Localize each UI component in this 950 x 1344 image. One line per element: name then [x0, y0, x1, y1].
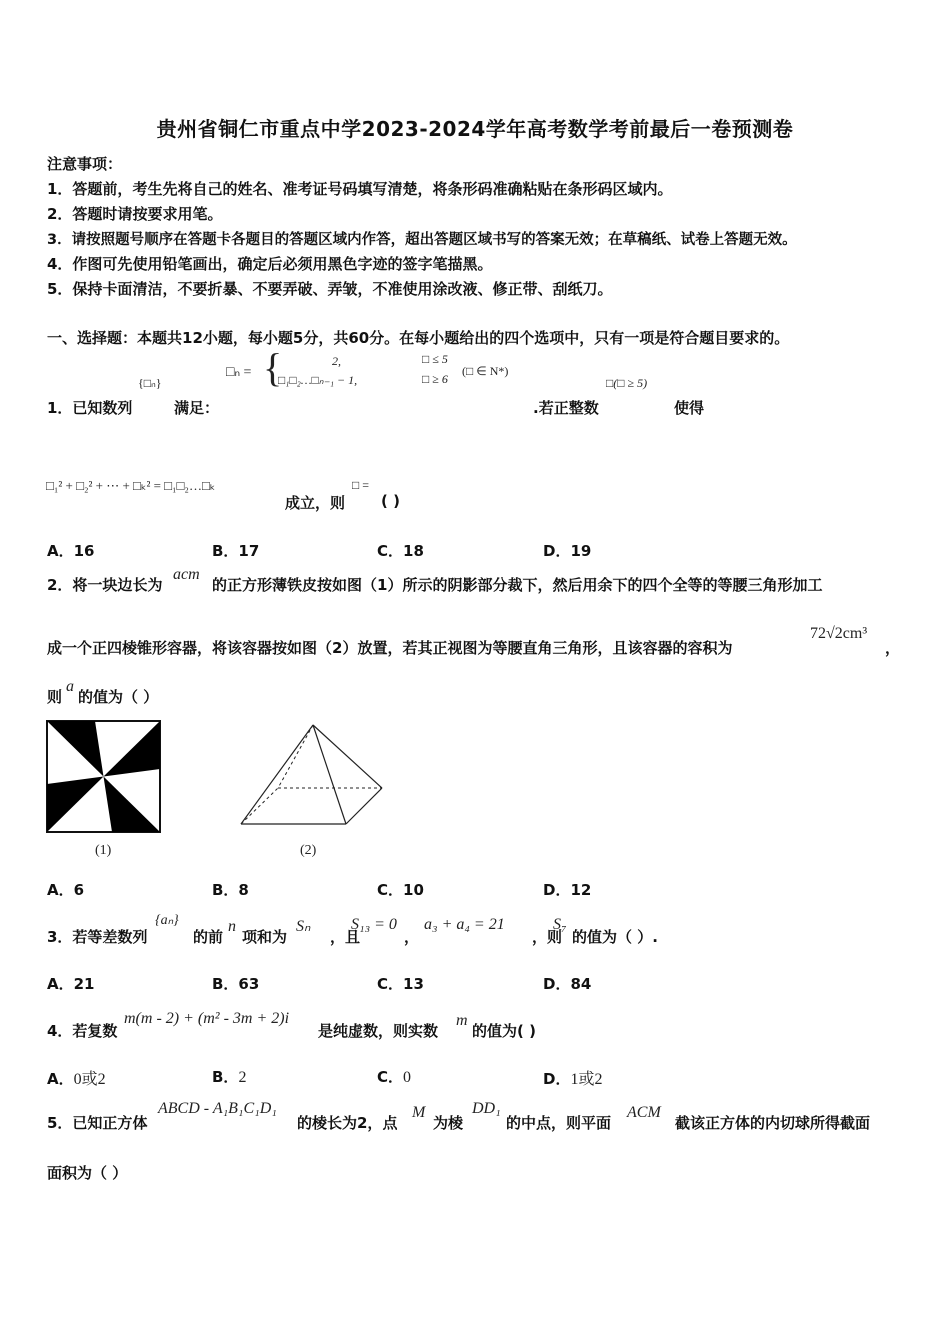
q1-math-equation: □₁² + □₂² + ⋯ + □ₖ² = □₁□₂…□ₖ [46, 478, 216, 493]
q2-option-b[interactable]: B．8 [212, 881, 249, 899]
q3-option-c[interactable]: C．13 [377, 975, 424, 993]
q3-math: S₇ [553, 916, 567, 933]
q1-text: ( ) [381, 492, 400, 510]
q4-text: 是纯虚数，则实数 [318, 1022, 439, 1040]
q3-math: n [228, 918, 236, 935]
q1-math-domain: (□ ∈ N*) [462, 364, 509, 378]
note-item: 1．答题前，考生先将自己的姓名、准考证号码填写清楚，将条形码准确粘贴在条形码区域内。 [47, 180, 673, 198]
section-heading: 一、选择题：本题共12小题，每小题5分，共60分。在每小题给出的四个选项中，只有一项是符合题目要求的。 [47, 329, 790, 347]
q5-text: 5．已知正方体 [47, 1114, 148, 1132]
q5-text: 截该正方体的内切球所得截面 [675, 1114, 871, 1132]
q3-text: 的值为（ ）. [572, 928, 658, 946]
q5-text: 的棱长为2，点 [297, 1114, 398, 1132]
q3-math: S₁₃ = 0 [351, 916, 397, 933]
q2-text: 则 [47, 688, 63, 706]
q4-math: m(m - 2) + (m² - 3m + 2)i [124, 1010, 290, 1027]
page-title: 贵州省铜仁市重点中学2023-2024学年高考数学考前最后一卷预测卷 [156, 117, 794, 141]
q5-math: M [412, 1104, 426, 1121]
q3-text: 的前 [193, 928, 224, 946]
q2-text: 2．将一块边长为 [47, 576, 163, 594]
q2-text: 的正方形薄铁皮按如图（1）所示的阴影部分裁下，然后用余下的四个全等的等腰三角形加工 [212, 576, 823, 594]
notes-heading: 注意事项： [47, 155, 123, 173]
q1-option-c[interactable]: C．18 [377, 542, 424, 560]
q4-option-a[interactable]: A．0或2 [47, 1070, 106, 1088]
q5-text: 面积为（ ） [47, 1164, 128, 1182]
q4-option-d[interactable]: D．1或2 [543, 1070, 603, 1088]
q5-text: 为棱 [433, 1114, 464, 1132]
q1-text: 成立，则 [285, 494, 346, 512]
q2-option-d[interactable]: D．12 [543, 881, 592, 899]
note-item: 3．请按照题号顺序在答题卡各题目的答题区域内作答，超出答题区域书写的答案无效；在草稿纸、试卷上答题无效。 [47, 232, 797, 248]
q4-text: 4．若复数 [47, 1022, 118, 1040]
figure-pinwheel-square [46, 720, 162, 834]
q5-math: ACM [627, 1104, 661, 1121]
q5-math: ABCD - A₁B₁C₁D₁ [158, 1100, 277, 1117]
q1-math-k: □(□ ≥ 5) [606, 376, 648, 390]
q2-option-a[interactable]: A．6 [47, 881, 85, 899]
q1-brace: { [263, 345, 283, 390]
q1-math-case1: 2, [332, 354, 341, 368]
q4-option-b[interactable]: B．2 [212, 1068, 247, 1086]
q3-text: 3．若等差数列 [47, 928, 148, 946]
q1-option-b[interactable]: B．17 [212, 542, 260, 560]
q3-math: {aₙ} [155, 913, 179, 928]
q2-text: ， [885, 639, 901, 657]
q2-option-c[interactable]: C．10 [377, 881, 424, 899]
q3-math: Sₙ [296, 918, 311, 935]
q5-math: DD₁ [472, 1100, 501, 1117]
q3-text: 项和为 [242, 928, 288, 946]
q2-math: a [66, 678, 74, 695]
q1-text: 1．已知数列 [47, 399, 133, 417]
q3-option-a[interactable]: A．21 [47, 975, 95, 993]
q2-math: acm [173, 566, 200, 583]
q1-math-seq: {□ₙ} [138, 376, 162, 390]
q1-math-def-lhs: □ₙ = [226, 365, 252, 380]
note-item: 4．作图可先使用铅笔画出，确定后必须用黑色字迹的签字笔描黑。 [47, 255, 493, 273]
q1-text: 使得 [674, 399, 705, 417]
q1-text: 满足： [174, 399, 220, 417]
q1-option-d[interactable]: D．19 [543, 542, 592, 560]
q3-text: ， [404, 928, 420, 946]
q1-text: .若正整数 [533, 399, 599, 417]
q3-math: a₃ + a₄ = 21 [424, 916, 505, 933]
q2-text: 的值为（ ） [78, 688, 159, 706]
note-item: 5．保持卡面清洁，不要折暴、不要弄破、弄皱，不准使用涂改液、修正带、刮纸刀。 [47, 280, 613, 298]
q3-option-d[interactable]: D．84 [543, 975, 592, 993]
q4-option-c[interactable]: C．0 [377, 1068, 412, 1086]
note-item: 2．答题时请按要求用笔。 [47, 205, 223, 223]
q5-text: 的中点，则平面 [506, 1114, 612, 1132]
q2-text: 成一个正四棱锥形容器，将该容器按如图（2）放置，若其正视图为等腰直角三角形，且该容器的容积为 [47, 639, 733, 657]
q2-math: 72√2cm³ [810, 625, 868, 642]
q1-math-cond2: □ ≥ 6 [422, 372, 448, 386]
figure-1-caption: (1) [95, 843, 112, 858]
q1-math-k2: □ = [352, 478, 370, 492]
q4-math: m [456, 1012, 468, 1029]
q1-option-a[interactable]: A．16 [47, 542, 95, 560]
q3-text: ，则 [532, 928, 563, 946]
q1-math-case2: □₁□₂…□ₙ₋₁ − 1, [278, 373, 358, 387]
figure-2-caption: (2) [300, 843, 317, 858]
q3-option-b[interactable]: B．63 [212, 975, 260, 993]
q4-text: 的值为( ) [472, 1022, 536, 1040]
q1-math-cond1: □ ≤ 5 [422, 352, 448, 366]
figure-pyramid [238, 722, 386, 830]
q3-text: ，且 [330, 928, 361, 946]
